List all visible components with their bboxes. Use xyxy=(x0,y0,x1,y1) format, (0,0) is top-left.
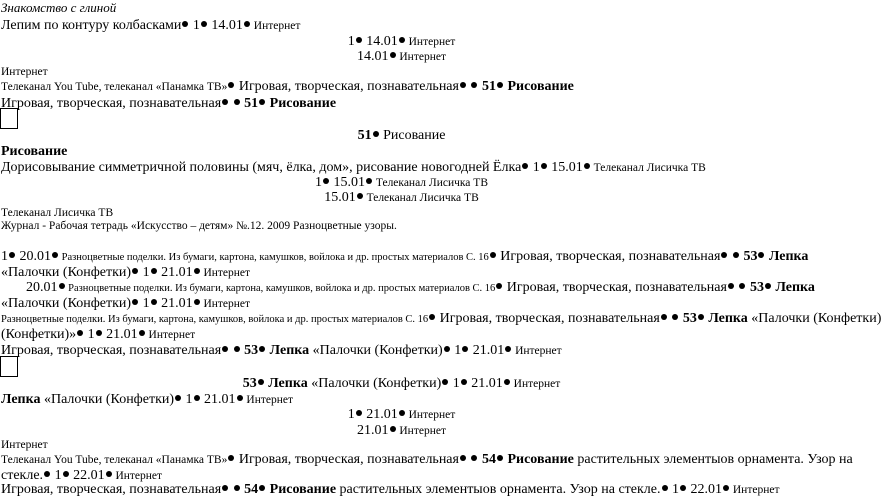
line-23-cont: стекле. 1 22.01 Интернет xyxy=(1,468,163,483)
line-22: Интернет xyxy=(1,439,48,451)
line-17: Игровая, творческая, познавательная 53 Лепка «Палочки (Конфетки) 1 21.01 Интернет xyxy=(1,343,562,358)
line-16-cont: (Конфетки)» 1 21.01 Интернет xyxy=(1,327,196,342)
line-24: Игровая, творческая, познавательная 54 Рисование растительных элементыов орнамента. Узор на стекле. 1 22.01 Интернет xyxy=(1,482,780,497)
line-11: 15.01 Телеканал Лисичка ТВ xyxy=(324,190,479,205)
line-7: 51 Рисование xyxy=(357,128,446,143)
line-14-cont: «Палочки (Конфетки) 1 21.01 Интернет xyxy=(1,265,251,280)
line-20: 1 21.01 Интернет xyxy=(347,407,456,422)
line-8: Рисование xyxy=(1,144,68,159)
line-21: 21.01 Интернет xyxy=(357,423,446,438)
line-1: Лепим по контуру колбасками 1 14.01 Интернет xyxy=(1,18,301,33)
line-13: Журнал - Рабочая тетрадь «Искусство – детям» №.12. 2009 Разноцветные узоры. xyxy=(1,220,397,232)
empty-checkbox[interactable] xyxy=(0,108,18,129)
line-9: Дорисовывание симметричной половины (мяч, ёлка, дом», рисование новогодней Ёлка 1 15.01 Телеканал Лисичка ТВ xyxy=(1,160,706,175)
line-16: Разноцветные поделки. Из бумаги, картона, камушков, войлока и др. простых материалов С. 16 Игровая, творческая, познавательная 53 Лепка «Палочки (Конфетки) xyxy=(1,311,881,326)
line-10: 1 15.01 Телеканал Лисичка ТВ xyxy=(315,175,488,190)
line-12: Телеканал Лисичка ТВ xyxy=(1,207,114,219)
line-5: Телеканал You Tube, телеканал «Панамка ТВ» Игровая, творческая, познавательная 51 Рисование xyxy=(1,79,574,94)
line-15: 20.01 Разноцветные поделки. Из бумаги, картона, камушков, войлока и др. простых материалов С. 16 Игровая, творческая, познавательная 53 Лепка xyxy=(26,280,815,295)
empty-checkbox[interactable] xyxy=(0,356,18,377)
document-title: Знакомство с глиной xyxy=(1,0,117,15)
line-4: Интернет xyxy=(1,66,48,78)
line-3: 14.01 Интернет xyxy=(357,49,446,64)
line-18: 53 Лепка «Палочки (Конфетки) 1 21.01 Интернет xyxy=(242,376,561,391)
line-23: Телеканал You Tube, телеканал «Панамка ТВ» Игровая, творческая, познавательная 54 Рисование растительных элементыов орнамента. Узор на xyxy=(1,452,853,467)
line-6: Игровая, творческая, познавательная 51 Рисование xyxy=(1,96,337,111)
line-19: Лепка «Палочки (Конфетки) 1 21.01 Интернет xyxy=(1,392,294,407)
line-2: 1 14.01 Интернет xyxy=(347,34,456,49)
line-14: 1 20.01 Разноцветные поделки. Из бумаги, картона, камушков, войлока и др. простых материалов С. 16 Игровая, творческая, познавательная 53 Лепка xyxy=(1,249,809,264)
line-15-cont: «Палочки (Конфетки) 1 21.01 Интернет xyxy=(1,296,251,311)
